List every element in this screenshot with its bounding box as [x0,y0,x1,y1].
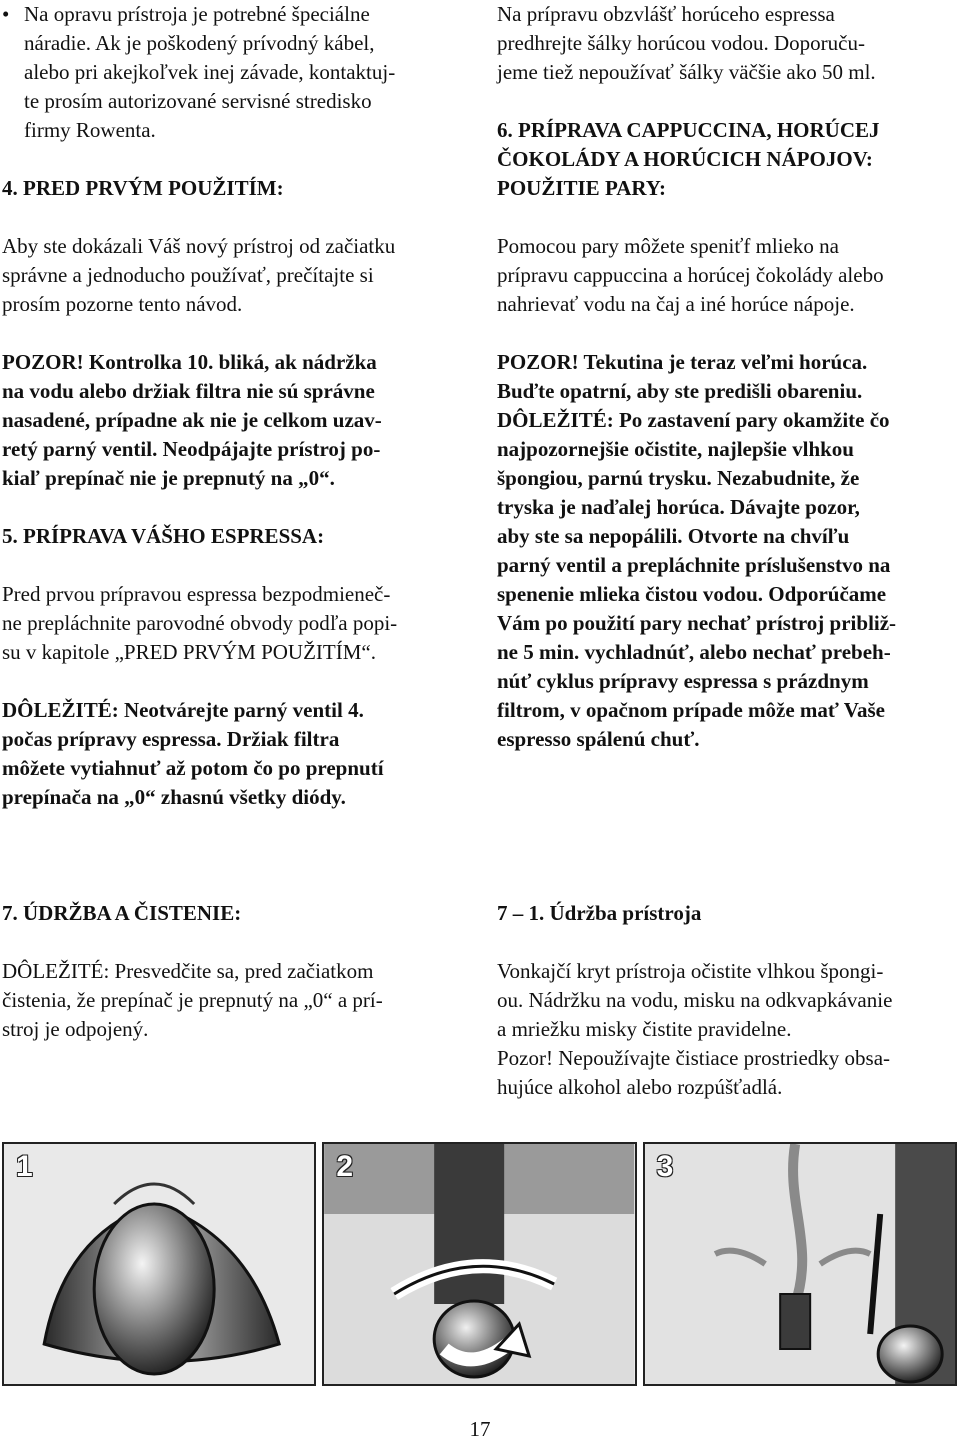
section-6-heading [497,116,955,203]
text-line: núť cyklus prípravy espressa s prázdnym [497,669,869,693]
nozzle-rinse-water-icon [645,1144,955,1384]
text-line: stroj je odpojený. [2,1017,149,1041]
steam-nozzle-cap-icon [4,1144,314,1384]
text-line: prípravu cappuccina a horúcej čokolády alebo [497,263,884,287]
figure-3 [643,1142,957,1386]
text-line: Vám po použití pary nechať prístroj približ- [497,611,897,635]
text-line: su v kapitole „PRED PRVÝM POUŽITÍM“. [2,640,376,664]
section-6-warning [497,348,955,754]
figure-number: 3 [656,1150,674,1183]
text-line: DÔLEŽITÉ: Po zastavení pary okamžite čo [497,408,890,432]
bullet-item [2,0,460,145]
figure-number: 1 [16,1150,33,1183]
section-5-paragraph [2,580,460,667]
text-line: na vodu alebo držiak filtra nie sú správne [2,379,375,403]
text-line: najpozornejšie očistite, najlepšie vlhkou [497,437,854,461]
text-line: 6. PRÍPRAVA CAPPUCCINA, HORÚCEJ [497,118,880,142]
text-line: Na prípravu obzvlášť horúceho espressa [497,2,835,26]
left-column-bottom [2,899,460,1044]
text-line: retý parný ventil. Neodpájajte prístroj po- [2,437,381,461]
bullet-text [24,0,395,145]
text-line: špongiou, parnú trysku. Nezabudnite, že [497,466,860,490]
section-7-1-paragraph [497,957,955,1102]
section-7-paragraph [2,957,460,1044]
text-line: aby ste sa nepopálili. Otvorte na chvíľu [497,524,850,548]
text-line: Aby ste dokázali Váš nový prístroj od začiatku [2,234,396,258]
text-line: Buďte opatrní, aby ste predišli obareniu. [497,379,863,403]
text-line: POUŽITIE PARY: [497,176,667,200]
section-7-heading: 7. ÚDRŽBA A ČISTENIE: [2,901,242,925]
text-line: čistenia, že prepínač je prepnutý na „0“ a prí- [2,988,383,1012]
text-line: te prosím autorizované servisné stredisko [24,89,372,113]
bullet-icon: • [2,2,10,26]
text-line: tryska je naďalej horúca. Dávajte pozor, [497,495,860,519]
text-line: filtrom, v opačnom prípade môže mať Vaše [497,698,885,722]
text-line: prepínača na „0“ zhasnú všetky diódy. [2,785,346,809]
text-line: DÔLEŽITÉ: Presvedčite sa, pred začiatkom [2,959,374,983]
figure-number: 2 [336,1150,354,1183]
text-line: parný ventil a prepláchnite príslušenstvo na [497,553,891,577]
text-line: a mriežku misky čistite pravidelne. [497,1017,792,1041]
text-line: jeme tiež nepoužívať šálky väčšie ako 50 ml. [497,60,876,84]
section-4-paragraph [2,232,460,319]
right-column-top [497,0,955,754]
figure-2 [322,1142,636,1386]
nozzle-rotate-arrow-icon [324,1144,634,1384]
text-line: predhrejte šálky horúcou vodou. Doporuču- [497,31,865,55]
text-line: spenenie mlieka čistou vodou. Odporúčame [497,582,887,606]
text-line: hujúce alkohol alebo rozpúšťadlá. [497,1075,783,1099]
text-line: kiaľ prepínač nie je prepnutý na „0“. [2,466,335,490]
section-6-paragraph [497,232,955,319]
text-line: prosím pozorne tento návod. [2,292,243,316]
right-column-bottom [497,899,955,1102]
text-line: nasadené, prípadne ak nie je celkom uzav- [2,408,382,432]
text-line: Vonkajčí kryt prístroja očistite vlhkou špongi- [497,959,884,983]
text-line: POZOR! Tekutina je teraz veľmi horúca. [497,350,868,374]
left-column-top [2,0,460,812]
page-number: 17 [469,1417,491,1441]
text-line: POZOR! Kontrolka 10. bliká, ak nádržka [2,350,377,374]
text-line: Na opravu prístroja je potrebné špeciálne [24,2,370,26]
section-7-1-heading: 7 – 1. Údržba prístroja [497,901,702,925]
text-line: počas prípravy espressa. Držiak filtra [2,727,340,751]
text-line: Pomocou pary môžete speniťf mlieko na [497,234,839,258]
text-line: Pozor! Nepoužívajte čistiace prostriedky obsa- [497,1046,891,1070]
section-5-important [2,696,460,812]
text-line: Pred prvou prípravou espressa bezpodmieneč- [2,582,391,606]
text-line: ČOKOLÁDY A HORÚCICH NÁPOJOV: [497,147,873,171]
text-line: espresso spálenú chuť. [497,727,700,751]
text-line: náradie. Ak je poškodený prívodný kábel, [24,31,375,55]
section-5-heading: 5. PRÍPRAVA VÁŠHO ESPRESSA: [2,524,325,548]
text-line: môžete vytiahnuť až potom čo po prepnutí [2,756,384,780]
text-line: alebo pri akejkoľvek inej závade, kontaktuj- [24,60,396,84]
figure-1 [2,1142,316,1386]
text-line: ou. Nádržku na vodu, misku na odkvapkávanie [497,988,893,1012]
text-line: nahrievať vodu na čaj a iné horúce nápoje. [497,292,855,316]
text-line: ne prepláchnite parovodné obvody podľa popi- [2,611,398,635]
illustration-strip [2,1142,957,1386]
text-line: ne 5 min. vychladnúť, alebo nechať prebeh- [497,640,891,664]
section-4-warning [2,348,460,493]
text-line: DÔLEŽITÉ: Neotvárejte parný ventil 4. [2,698,364,722]
text-line: firmy Rowenta. [24,118,156,142]
section-4-heading: 4. PRED PRVÝM POUŽITÍM: [2,176,284,200]
intro-paragraph [497,0,955,87]
text-line: správne a jednoducho používať, prečítajte si [2,263,374,287]
